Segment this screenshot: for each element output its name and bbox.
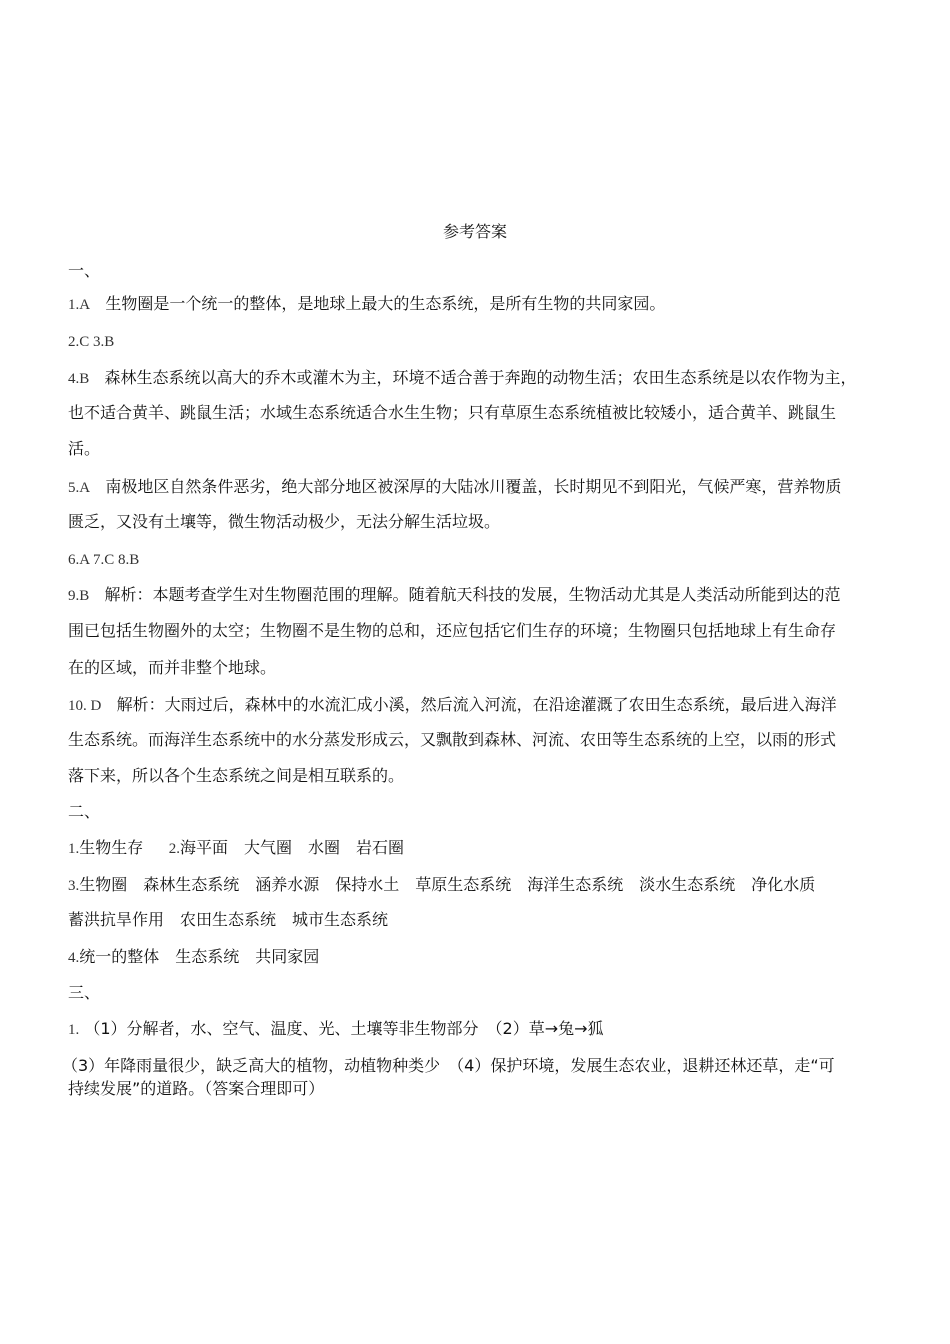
answer-line-4c: 活。 bbox=[68, 439, 101, 458]
fill-line-3b: 蓄洪抗旱作用 农田生态系统 城市生态系统 bbox=[68, 910, 389, 929]
answer-number: 5.A bbox=[68, 480, 91, 496]
short-answer-line-1c: 持续发展”的道路。（答案合理即可） bbox=[68, 1079, 325, 1098]
answer-number: 10. D bbox=[68, 698, 102, 714]
answer-number: 1. bbox=[68, 1022, 80, 1038]
answer-line-10a bbox=[68, 694, 894, 717]
answer-text: 南极地区自然条件恶劣，绝大部分地区被深厚的大陆冰川覆盖，长时期见不到阳光，气候严寒，营养物质 bbox=[105, 477, 842, 496]
answer-line-2 bbox=[68, 330, 894, 353]
answer-text: 解析：本题考查学生对生物圈范围的理解。随着航天科技的发展，生物活动尤其是人类活动所能到达的范 bbox=[104, 585, 841, 604]
fill-line-4 bbox=[68, 946, 894, 969]
answer-number: 4.B bbox=[68, 371, 90, 387]
section-two-heading: 二、 bbox=[68, 802, 101, 821]
answer-number: 4. bbox=[68, 950, 80, 966]
answer-line-10b: 生态系统。而海洋生态系统中的水分蒸发形成云，又飘散到森林、河流、农田等生态系统的上空，以雨的形式 bbox=[68, 730, 837, 749]
answer-text: 解析：大雨过后，森林中的水流汇成小溪，然后流入河流，在沿途灌溉了农田生态系统，最后进入海洋 bbox=[116, 695, 837, 714]
answer-line-9b: 围已包括生物圈外的太空；生物圈不是生物的总和，还应包括它们生存的环境；生物圈只包括地球上有生命存 bbox=[68, 621, 837, 640]
answer-line-9c: 在的区域，而并非整个地球。 bbox=[68, 658, 277, 677]
answer-line-4b: 也不适合黄羊、跳鼠生活；水域生态系统适合水生生物；只有草原生态系统植被比较矮小，适合黄羊、跳鼠生 bbox=[68, 403, 837, 422]
answer-line-5b: 匮乏，又没有土壤等，微生物活动极少，无法分解生活垃圾。 bbox=[68, 512, 501, 531]
answer-text: 海平面 大气圈 水圈 岩石圈 bbox=[179, 838, 404, 857]
answer-number: 6.A 7.C 8.B bbox=[68, 552, 140, 568]
section-three-heading: 三、 bbox=[68, 983, 101, 1002]
answer-text: 生物生存 bbox=[79, 838, 144, 857]
answer-text: 生物圈 森林生态系统 涵养水源 保持水土 草原生态系统 海洋生态系统 淡水生态系统 净化水质 bbox=[79, 875, 816, 894]
answer-number: 1.A bbox=[68, 297, 91, 313]
short-answer-line-1a bbox=[68, 1018, 894, 1041]
section-one-heading: 一、 bbox=[68, 261, 101, 280]
answer-text: （1）分解者，水、空气、温度、光、土壤等非生物部分 （2）草→兔→狐 bbox=[84, 1019, 604, 1038]
answer-text: 森林生态系统以高大的乔木或灌木为主，环境不适合善于奔跑的动物生活；农田生态系统是以农作物为主， bbox=[104, 368, 857, 387]
answer-line-9a bbox=[68, 584, 894, 607]
answer-number: 1. bbox=[68, 841, 80, 857]
fill-line-3a bbox=[68, 874, 894, 897]
answer-text: 生物圈是一个统一的整体，是地球上最大的生态系统，是所有生物的共同家园。 bbox=[105, 294, 666, 313]
fill-line-1 bbox=[68, 837, 894, 860]
short-answer-line-1b: （3）年降雨量很少，缺乏高大的植物，动植物种类少 （4）保护环境，发展生态农业，退耕还林还草，走“可 bbox=[62, 1056, 835, 1075]
answer-line-5a bbox=[68, 476, 894, 499]
answer-number: 2. bbox=[168, 841, 180, 857]
answer-line-10c: 落下来，所以各个生态系统之间是相互联系的。 bbox=[68, 766, 405, 785]
page-title: 参考答案 bbox=[442, 222, 507, 241]
answer-number: 3. bbox=[68, 878, 80, 894]
answer-number: 9.B bbox=[68, 588, 90, 604]
answer-line-1 bbox=[68, 293, 894, 316]
answer-number: 2.C 3.B bbox=[68, 334, 115, 350]
answer-line-6 bbox=[68, 548, 894, 571]
answer-text: 统一的整体 生态系统 共同家园 bbox=[79, 947, 320, 966]
answer-line-4a bbox=[68, 367, 894, 390]
